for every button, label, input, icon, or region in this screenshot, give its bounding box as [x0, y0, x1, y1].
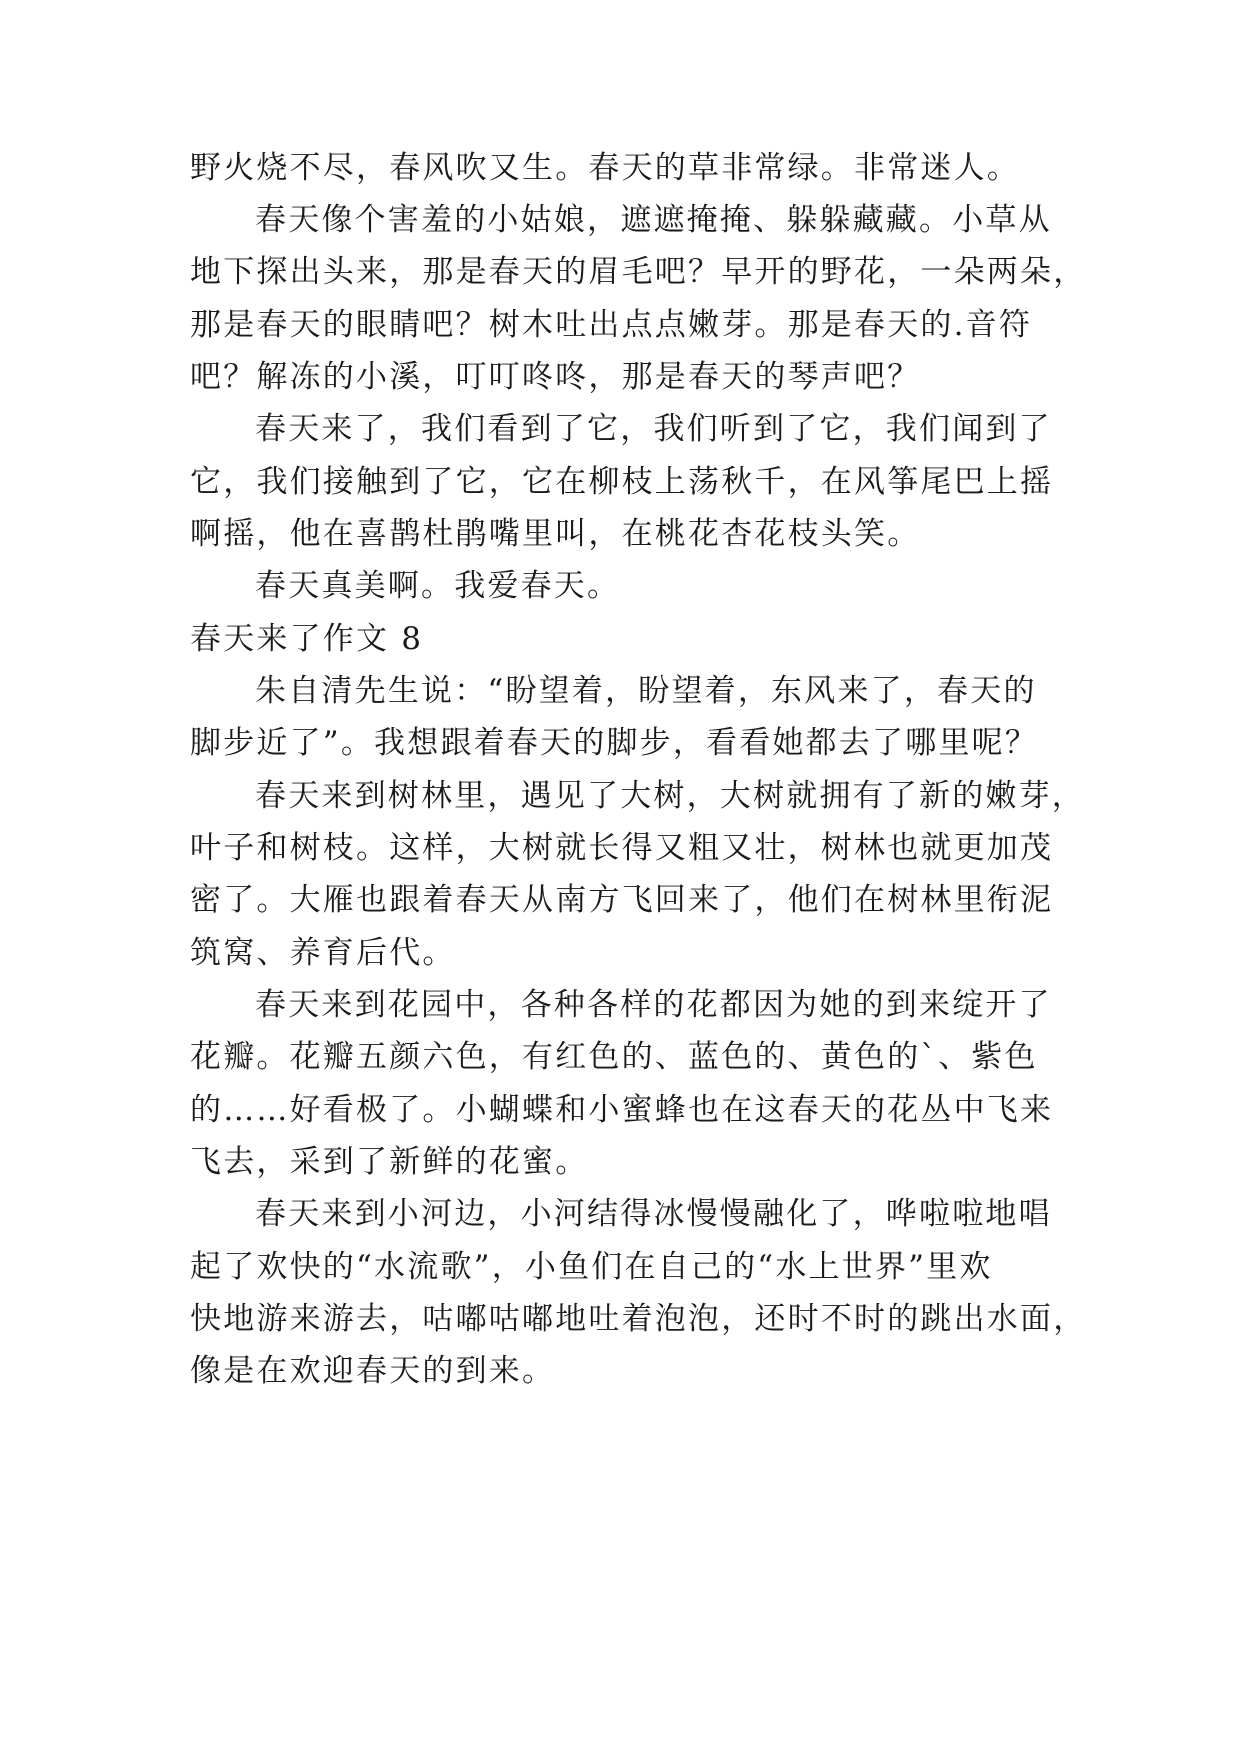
text-line: 快地游来游去，咕嘟咕嘟地吐着泡泡，还时不时的跳出水面，	[190, 1301, 1087, 1337]
text-line: 吧？解冻的小溪，叮叮咚咚，那是春天的琴声吧？	[190, 359, 921, 395]
text-line: 筑窝、养育后代。	[190, 935, 456, 971]
paragraph-first-line: 春天像个害羞的小姑娘，遮遮掩掩、躲躲藏藏。小草从	[255, 202, 1052, 238]
text-line: 它，我们接触到了它，它在柳枝上荡秋千，在风筝尾巴上摇	[190, 464, 1054, 500]
text-line: 叶子和树枝。这样，大树就长得又粗又壮，树林也就更加茂	[190, 830, 1054, 866]
paragraph-first-line: 春天来到小河边，小河结得冰慢慢融化了，哗啦啦地唱	[255, 1196, 1052, 1232]
text-line: 像是在欢迎春天的到来。	[190, 1353, 556, 1389]
paragraph-first-line: 朱自清先生说：“盼望着，盼望着，东风来了，春天的	[255, 673, 1037, 709]
text-line: 脚步近了”。我想跟着春天的脚步，看看她都去了哪里呢？	[190, 725, 1039, 761]
text-line: 啊摇，他在喜鹊杜鹃嘴里叫，在桃花杏花枝头笑。	[190, 516, 921, 552]
section-heading: 春天来了作文 8	[190, 621, 424, 657]
text-line: 密了。大雁也跟着春天从南方飞回来了，他们在树林里衔泥	[190, 882, 1054, 918]
paragraph-first-line: 春天来到树林里，遇见了大树，大树就拥有了新的嫩芽，	[255, 778, 1085, 814]
text-line: 起了欢快的“水流歌”，小鱼们在自己的“水上世界”里欢	[190, 1249, 993, 1285]
text-line: 飞去，采到了新鲜的花蜜。	[190, 1144, 589, 1180]
text-line: 地下探出头来，那是春天的眉毛吧？早开的野花，一朵两朵，	[190, 254, 1087, 290]
paragraph-first-line: 春天来到花园中，各种各样的花都因为她的到来绽开了	[255, 987, 1052, 1023]
text-line: 花瓣。花瓣五颜六色，有红色的、蓝色的、黄色的`、紫色	[190, 1039, 1038, 1075]
text-line: 野火烧不尽，春风吹又生。春天的草非常绿。非常迷人。	[190, 150, 1020, 186]
paragraph-first-line: 春天来了，我们看到了它，我们听到了它，我们闻到了	[255, 411, 1052, 447]
text-line: 那是春天的眼睛吧？树木吐出点点嫩芽。那是春天的.音符	[190, 307, 1033, 343]
paragraph-first-line: 春天真美啊。我爱春天。	[255, 568, 621, 604]
text-line: 的……好看极了。小蝴蝶和小蜜蜂也在这春天的花丛中飞来	[190, 1092, 1054, 1128]
